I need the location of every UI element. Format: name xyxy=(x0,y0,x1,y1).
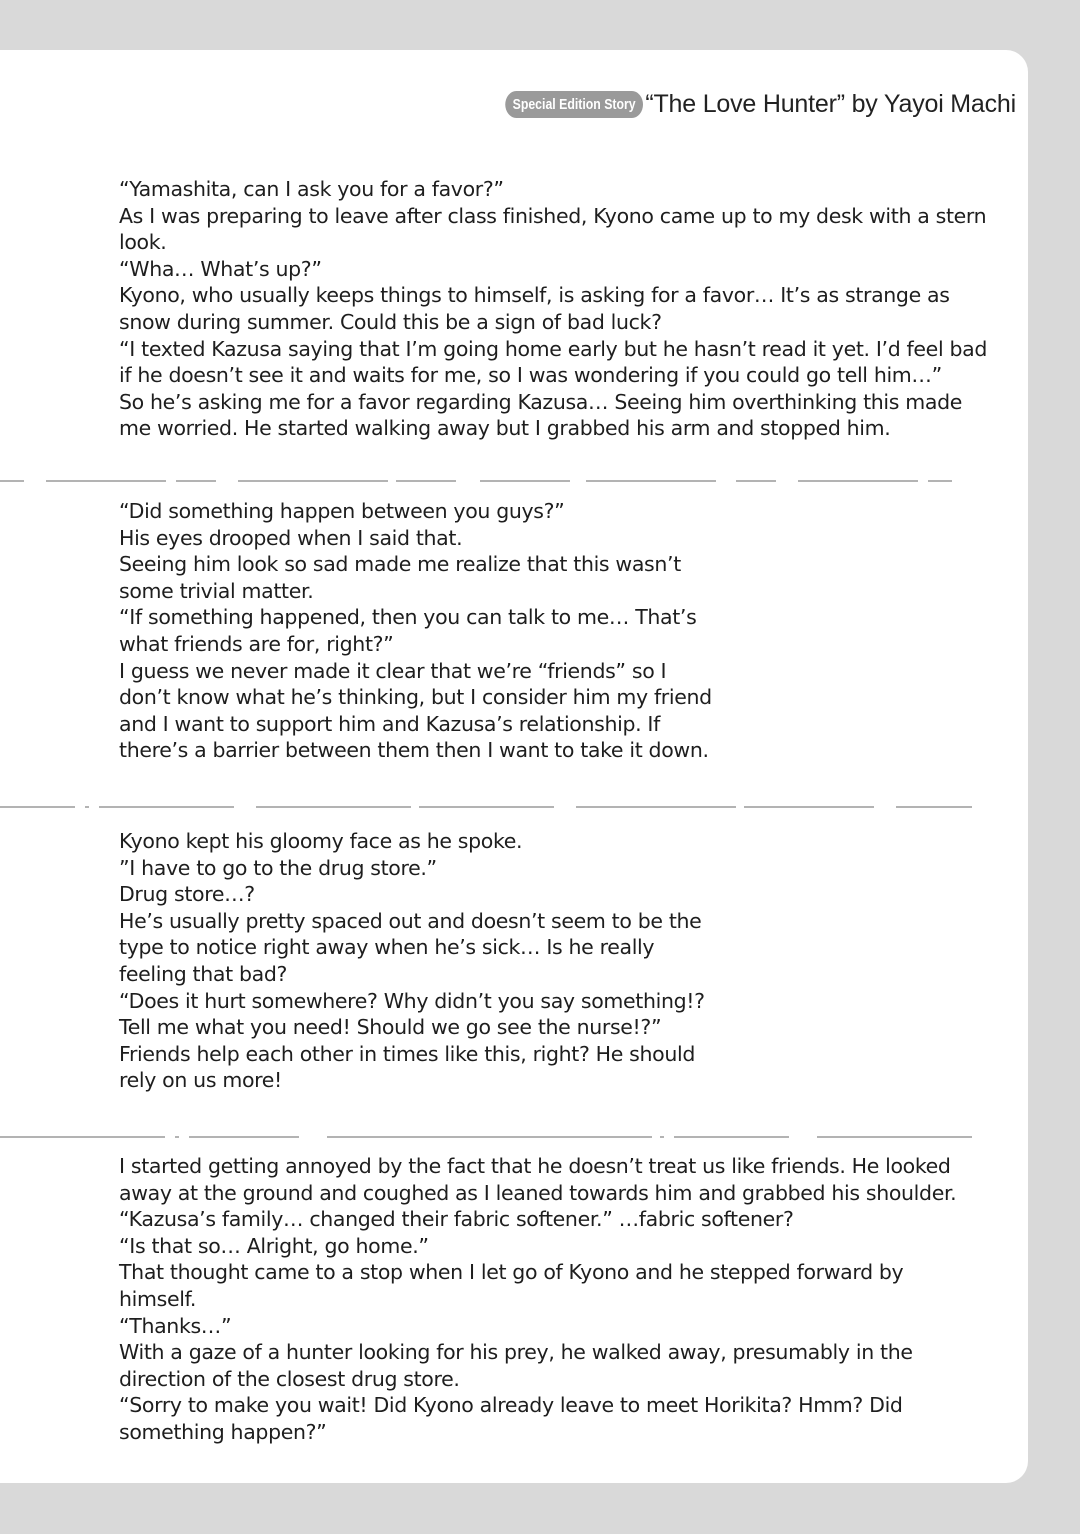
paragraph: I started getting annoyed by the fact that he doesn’t treat us like friends. He looked away at the ground and coughed as I leaned towards him and grabbed his shoulder. xyxy=(119,1154,957,1205)
text-section-1 xyxy=(119,176,989,442)
paragraph: His eyes drooped when I said that. xyxy=(119,525,463,550)
paragraph: He’s usually pretty spaced out and doesn’t seem to be the type to notice right away when he’s sick… Is he really feeling that bad? xyxy=(119,908,702,986)
text-section-4 xyxy=(119,1153,969,1446)
paragraph: “If something happened, then you can talk to me… That’s what friends are for, right?” xyxy=(119,605,697,656)
paragraph: I guess we never made it clear that we’re “friends” so I don’t know what he’s thinking, but I consider him my friend and I want to support him and Kazusa’s relationship. If there’s a barrier between them then I want to take it down. xyxy=(119,658,712,763)
paragraph: So he’s asking me for a favor regarding Kazusa… Seeing him overthinking this made me worried. He started walking away but I grabbed his arm and stopped him. xyxy=(119,389,963,441)
page-header xyxy=(475,90,1016,119)
paragraph: Kyono, who usually keeps things to himself, is asking for a favor… It’s as strange as snow during summer. Could this be a sign of bad luck? xyxy=(119,283,950,334)
text-section-2 xyxy=(119,498,719,764)
section-divider xyxy=(0,1136,972,1138)
text-section-3 xyxy=(119,828,719,1094)
paragraph: “Thanks…” xyxy=(119,1313,232,1338)
paragraph: “Is that so… Alright, go home.” xyxy=(119,1233,429,1258)
paragraph: ”I have to go to the drug store.” xyxy=(119,855,437,880)
paragraph: As I was preparing to leave after class finished, Kyono came up to my desk with a stern look. xyxy=(119,203,987,255)
paragraph: “Wha… What’s up?” xyxy=(119,256,322,281)
paragraph: “Did something happen between you guys?” xyxy=(119,499,565,523)
section-divider xyxy=(0,480,972,482)
paragraph: Drug store…? xyxy=(119,882,255,907)
special-edition-badge: Special Edition Story xyxy=(506,91,644,118)
paragraph: “Kazusa’s family… changed their fabric softener.” …fabric softener? xyxy=(119,1207,794,1232)
paragraph: That thought came to a stop when I let go of Kyono and he stepped forward by himself. xyxy=(119,1260,904,1311)
page-sheet xyxy=(0,50,1028,1483)
paragraph: With a gaze of a hunter looking for his prey, he walked away, presumably in the direction of the closest drug store. xyxy=(119,1340,913,1391)
paragraph: “Sorry to make you wait! Did Kyono already leave to meet Horikita? Hmm? Did something happen?” xyxy=(119,1393,903,1444)
paragraph: “Yamashita, can I ask you for a favor?” xyxy=(119,177,504,201)
paragraph: Friends help each other in times like this, right? He should rely on us more! xyxy=(119,1041,695,1093)
paragraph: Seeing him look so sad made me realize that this wasn’t some trivial matter. xyxy=(119,552,681,603)
paragraph: “I texted Kazusa saying that I’m going home early but he hasn’t read it yet. I’d feel bad if he doesn’t see it and waits for me, so I was wondering if you could go tell him…” xyxy=(119,336,987,388)
paragraph: Kyono kept his gloomy face as he spoke. xyxy=(119,829,523,853)
section-divider xyxy=(0,806,972,808)
paragraph: “Does it hurt somewhere? Why didn’t you say something!? Tell me what you need! Should we go see the nurse!?” xyxy=(119,988,705,1040)
story-title: “The Love Hunter” by Yayoi Machi xyxy=(645,90,1016,118)
